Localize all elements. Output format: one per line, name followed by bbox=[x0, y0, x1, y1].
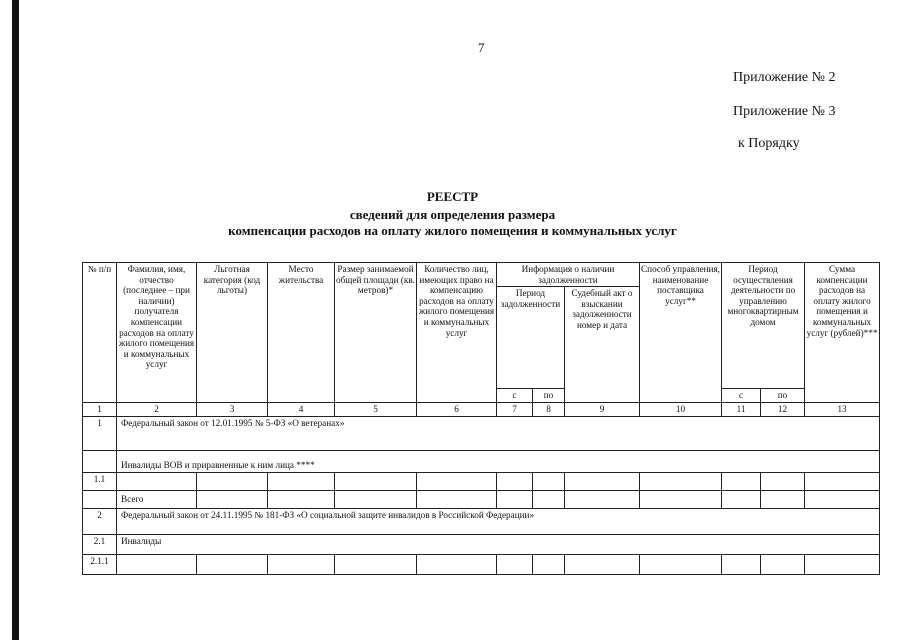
section-law-invalids: Федеральный закон от 24.11.1995 № 181-ФЗ «О социальной защите инвалидов в Российской Федерации» bbox=[117, 508, 880, 534]
header-court-act: Судебный акт о взыскании задолженности номер и дата bbox=[565, 287, 640, 403]
table-row bbox=[83, 416, 880, 450]
empty-cell bbox=[565, 554, 640, 574]
col-number: 10 bbox=[640, 403, 722, 417]
col-number: 13 bbox=[805, 403, 880, 417]
col-number: 7 bbox=[497, 403, 533, 417]
empty-cell bbox=[722, 554, 761, 574]
empty-cell bbox=[722, 472, 761, 490]
empty-cell bbox=[722, 490, 761, 508]
header-debt-to: по bbox=[533, 389, 565, 403]
page-number: 7 bbox=[478, 40, 485, 55]
empty-cell bbox=[268, 490, 335, 508]
empty-cell bbox=[268, 554, 335, 574]
scan-edge-bar bbox=[12, 0, 19, 640]
table-row bbox=[83, 554, 880, 574]
empty-cell bbox=[761, 554, 805, 574]
section-law-veterans: Федеральный закон от 12.01.1995 № 5-ФЗ «О ветеранах» bbox=[117, 416, 880, 450]
row-number: 2.1 bbox=[83, 534, 117, 554]
empty-cell bbox=[417, 472, 497, 490]
header-management-period: Период осуществления деятельности по управлению многоквартирным домом bbox=[722, 263, 805, 389]
col-number: 3 bbox=[197, 403, 268, 417]
header-mgmt-to: по bbox=[761, 389, 805, 403]
empty-cell bbox=[533, 554, 565, 574]
empty-cell bbox=[533, 490, 565, 508]
empty-cell bbox=[565, 472, 640, 490]
empty-cell bbox=[640, 554, 722, 574]
empty-cell bbox=[117, 554, 197, 574]
empty-cell bbox=[497, 472, 533, 490]
table-row bbox=[83, 450, 880, 472]
col-number: 8 bbox=[533, 403, 565, 417]
empty-cell bbox=[565, 490, 640, 508]
header-number: № п/п bbox=[83, 263, 117, 403]
empty-cell bbox=[761, 490, 805, 508]
row-number: 1.1 bbox=[83, 472, 117, 490]
appendix-line-1: Приложение № 2 bbox=[733, 70, 836, 85]
empty-cell bbox=[497, 554, 533, 574]
header-debt-period: Период задолженности bbox=[497, 287, 565, 389]
registry-subtitle-2: компенсации расходов на оплату жилого помещения и коммунальных услуг bbox=[228, 223, 677, 238]
empty-cell bbox=[533, 472, 565, 490]
row-number: 2.1.1 bbox=[83, 554, 117, 574]
subsection-invalids: Инвалиды bbox=[117, 534, 880, 554]
col-number: 9 bbox=[565, 403, 640, 417]
subsection-wwii-invalids: Инвалиды ВОВ и приравненные к ним лица **** bbox=[117, 450, 880, 472]
header-area: Размер занимаемой общей площади (кв. метров)* bbox=[335, 263, 417, 403]
empty-cell bbox=[640, 472, 722, 490]
empty-cell bbox=[83, 490, 117, 508]
appendix-line-2: Приложение № 3 bbox=[733, 104, 836, 119]
empty-cell bbox=[640, 490, 722, 508]
empty-cell bbox=[761, 472, 805, 490]
header-category: Льготная категория (код льготы) bbox=[197, 263, 268, 403]
col-number: 2 bbox=[117, 403, 197, 417]
header-debt-info: Информация о наличии задолженности bbox=[497, 263, 640, 287]
empty-cell bbox=[805, 490, 880, 508]
table-row bbox=[83, 508, 880, 534]
header-persons-count: Количество лиц, имеющих право на компенсацию расходов на оплату жилого помещения и коммунальных услуг bbox=[417, 263, 497, 403]
empty-cell bbox=[197, 472, 268, 490]
header-debt-from: с bbox=[497, 389, 533, 403]
row-number: 2 bbox=[83, 508, 117, 534]
header-full-name: Фамилия, имя, отчество (последнее – при наличии) получателя компенсации расходов на оплату жилого помещения и коммунальных услуг bbox=[117, 263, 197, 403]
header-management: Способ управления, наименование поставщика услуг** bbox=[640, 263, 722, 403]
empty-cell bbox=[197, 554, 268, 574]
empty-cell bbox=[335, 490, 417, 508]
empty-cell bbox=[805, 472, 880, 490]
col-number: 4 bbox=[268, 403, 335, 417]
registry-subtitle-1: сведений для определения размера bbox=[349, 207, 556, 222]
empty-cell bbox=[417, 554, 497, 574]
empty-cell bbox=[335, 472, 417, 490]
registry-title: РЕЕСТР bbox=[426, 189, 479, 204]
empty-cell bbox=[268, 472, 335, 490]
registry-table bbox=[82, 262, 880, 575]
col-number: 11 bbox=[722, 403, 761, 417]
row-number: 1 bbox=[83, 416, 117, 450]
col-number: 1 bbox=[83, 403, 117, 417]
header-residence: Место жительства bbox=[268, 263, 335, 403]
empty-cell bbox=[497, 490, 533, 508]
col-number: 12 bbox=[761, 403, 805, 417]
header-compensation-sum: Сумма компенсации расходов на оплату жилого помещения и коммунальных услуг (рублей)*** bbox=[805, 263, 880, 403]
table-row bbox=[83, 490, 880, 508]
empty-cell bbox=[197, 490, 268, 508]
empty-cell bbox=[117, 472, 197, 490]
col-number: 6 bbox=[417, 403, 497, 417]
col-number: 5 bbox=[335, 403, 417, 417]
table-row bbox=[83, 534, 880, 554]
table-row bbox=[83, 472, 880, 490]
header-mgmt-from: с bbox=[722, 389, 761, 403]
empty-cell bbox=[805, 554, 880, 574]
appendix-line-3: к Порядку bbox=[738, 136, 800, 151]
empty-cell bbox=[83, 450, 117, 472]
column-number-row bbox=[83, 403, 880, 417]
empty-cell bbox=[417, 490, 497, 508]
empty-cell bbox=[335, 554, 417, 574]
total-label: Всего bbox=[117, 490, 197, 508]
